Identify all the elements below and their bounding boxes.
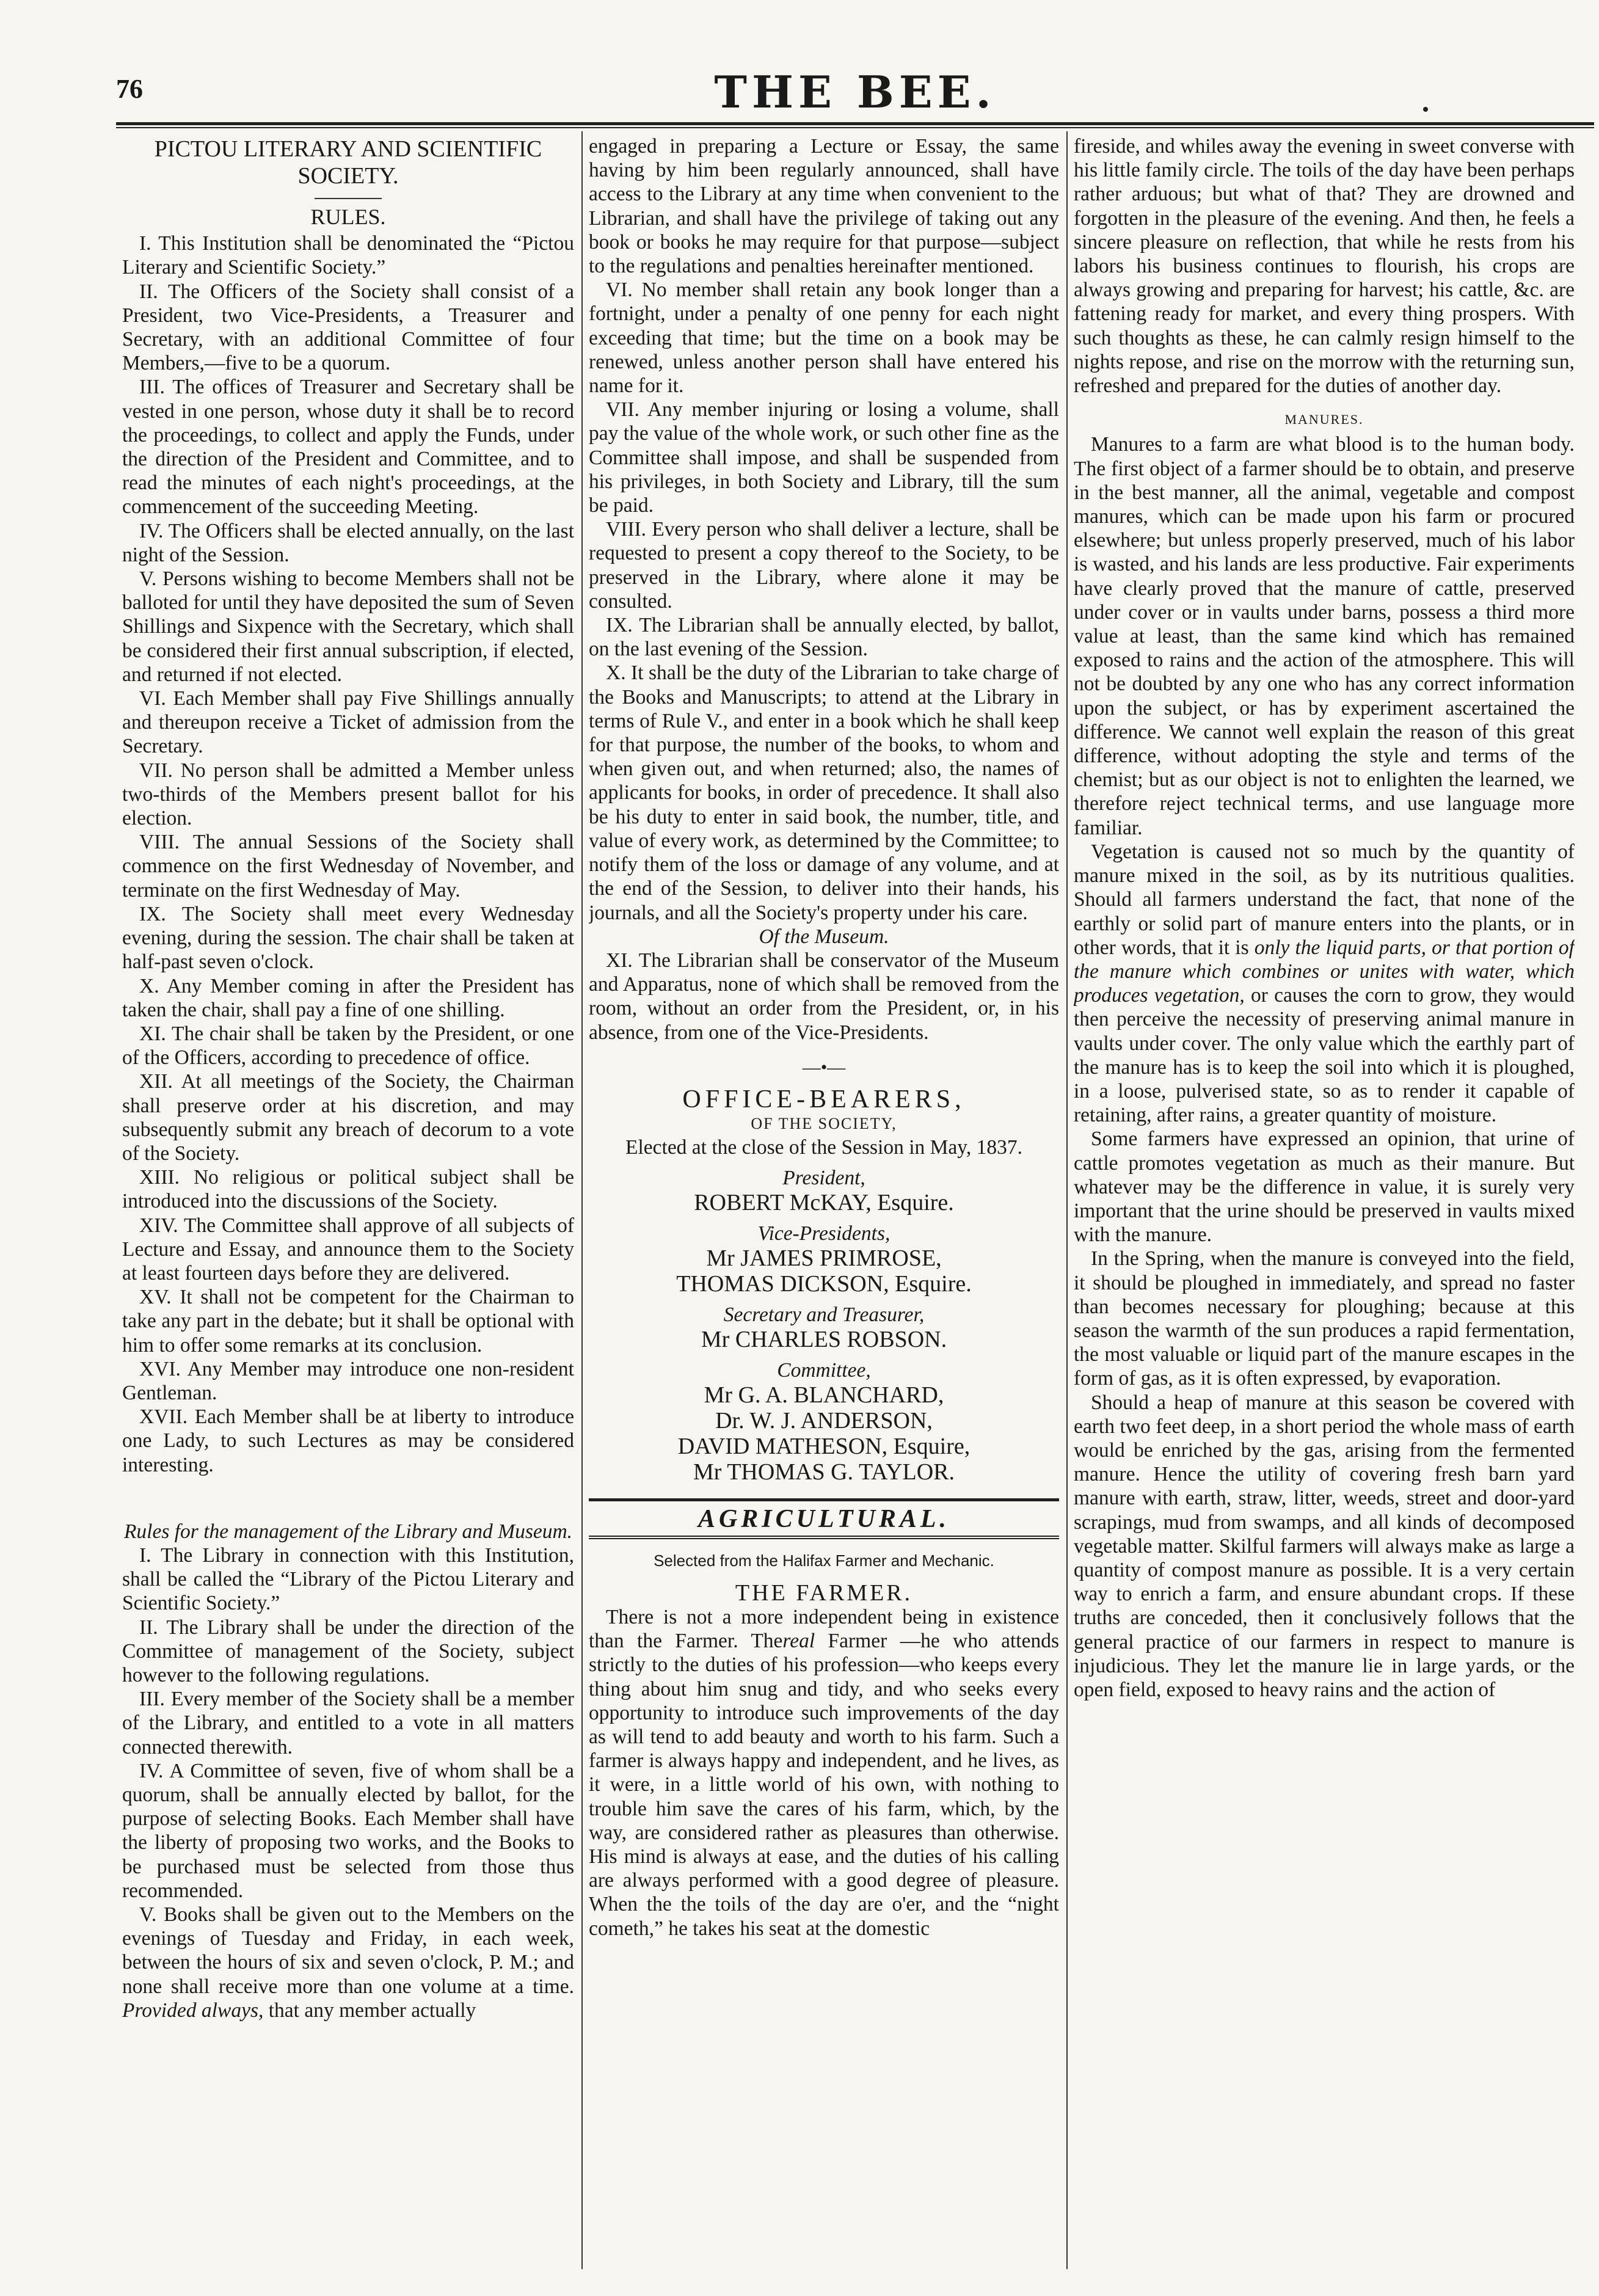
column-2 bbox=[589, 134, 1059, 2266]
manures-text-start: Vegetation is caused not so much by the quantity of manure mixed in the soil, as by its nutritious qualities. Should all farmers understand the fact, that none of the earthly or solid part of manure enters into the plants, or in other words, that it is bbox=[1074, 840, 1575, 959]
library-rule-v-text: V. Books shall be given out to the Members on the evenings of Tuesday and Friday, in each week, between the hours of six and seven o'clock, P. M.; and none shall receive more than one volume at a time. bbox=[122, 1903, 574, 1998]
office-bearers-elected: Elected at the close of the Session in May, 1837. bbox=[625, 1136, 1022, 1159]
rule-paragraph: XVI. Any Member may introduce one non-resident Gentleman. bbox=[122, 1357, 574, 1404]
italic-word: real bbox=[782, 1630, 815, 1653]
page-number: 76 bbox=[116, 74, 143, 104]
office-bearers-title: OFFICE-BEARERS, bbox=[682, 1085, 966, 1113]
committee-label: Committee, bbox=[777, 1359, 871, 1382]
masthead-title: THE BEE. bbox=[714, 66, 996, 118]
library-rule-paragraph: IX. The Librarian shall be annually elected, by ballot, on the last evening of the Session. bbox=[589, 614, 1059, 661]
farmer-paragraph bbox=[589, 1605, 1059, 1941]
president-label: President, bbox=[782, 1166, 865, 1189]
library-rule-paragraph: VII. Any member injuring or losing a volume, shall pay the value of the whole work, or such other fine as the Committee shall impose, and shall be suspended from his privileges, in both Society and Library, till the sum be paid. bbox=[589, 398, 1059, 517]
farmer-text-rest: Farmer —he who attends strictly to the duties of his profession—who keeps every thing about him snug and tidy, and who seeks every opportunity to introduce such improvements of the day as will tend to add beauty and worth to his farm. Such a farmer is always happy and independent, and he lives, as it were, in a little world of his own, with nothing to trouble him save the cares of his farm, which, by the way, are considered rather as pleasures than otherwise. His mind is always at ease, and the duties of his calling are always performed with a good degree of pleasure. When the the toils of the day are o'er, and the “night cometh,” he takes his seat at the domestic bbox=[589, 1630, 1059, 1940]
italic-phrase: only the liquid parts, or that portion of the manure which combines or unites with water, which produces vegetation, bbox=[1074, 936, 1575, 1007]
vice-president-name: THOMAS DICKSON, Esquire. bbox=[676, 1270, 972, 1297]
agricultural-heading: AGRICULTURAL. bbox=[698, 1505, 950, 1534]
source-credit: Selected from the Halifax Farmer and Mechanic. bbox=[654, 1551, 994, 1570]
column-1 bbox=[122, 134, 574, 2266]
rule-paragraph: IX. The Society shall meet every Wednesday evening, during the session. The chair shall be taken at half-past seven o'clock. bbox=[122, 902, 574, 974]
library-rule-paragraph: IV. A Committee of seven, five of whom shall be a quorum, shall be annually elected by ballot, for the purpose of selecting Books. Each Member shall have the liberty of proposing two works, and the Books to be purchased must be selected from those thus recommended. bbox=[122, 1759, 574, 1902]
rule-paragraph: XIII. No religious or political subject shall be introduced into the discussions of the Society. bbox=[122, 1166, 574, 1213]
rule-paragraph: X. Any Member coming in after the President has taken the chair, shall pay a fine of one shilling. bbox=[122, 974, 574, 1021]
farmer-text-start: There is not a more independent being in existence than the Farmer. The bbox=[589, 1605, 1059, 1653]
office-bearers-subtitle: OF THE SOCIETY, bbox=[751, 1115, 897, 1133]
library-rule-paragraph: VI. No member shall retain any book longer than a fortnight, under a penalty of one penny for each night exceeding that time; but the time on a book may be renewed, unless another person shall have entered his name for it. bbox=[589, 279, 1059, 398]
rule-paragraph: XIV. The Committee shall approve of all subjects of Lecture and Essay, and announce them to the Society at least fourteen days before they are delivered. bbox=[122, 1214, 574, 1285]
rules-heading: RULES. bbox=[310, 205, 386, 229]
manures-heading: MANURES. bbox=[1284, 412, 1364, 428]
secretary-name: Mr CHARLES ROBSON. bbox=[701, 1327, 947, 1353]
ornament-divider: —•— bbox=[802, 1057, 846, 1077]
manures-paragraph: Some farmers have expressed an opinion, that urine of cattle promotes vegetation as much as their manure. But whatever may be the difference in value, it is surely very important that the urine should be preserved in vaults mixed with the manure. bbox=[1074, 1128, 1575, 1247]
rule-paragraph: VIII. The annual Sessions of the Society shall commence on the first Wednesday of November, and terminate on the first Wednesday of May. bbox=[122, 831, 574, 902]
library-rule-paragraph: I. The Library in connection with this Institution, shall be called the “Library of the Pictou Literary and Scientific Society.” bbox=[122, 1543, 574, 1615]
farmer-continued-paragraph: fireside, and whiles away the evening in sweet converse with his little family circle. The toils of the day have been perhaps rather arduous; but what of that? They are drowned and forgotten in the pleasure of the evening. And then, he feels a sincere pleasure on reflection, that while he rests from his labors his business continues to flourish, his crops are always growing and preparing for harvest; his cattle, &c. are fattening ready for market, and every thing prospers. With such thoughts as these, he can calmly resign himself to the nights repose, and rise on the morrow with the returning sun, refreshed and prepared for the duties of another day. bbox=[1074, 135, 1575, 398]
manures-paragraph: Should a heap of manure at this season be covered with earth two feet deep, in a short period the whole mass of earth would be enriched by the gas, arising from the fermented manure. Hence the utility of covering fresh barn yard manure with earth, straw, litter, weeds, street and door-yard scrapings, mud from swamps, and all kinds of decomposed vegetable matter. Skilful farmers will always make as large a quantity of compost manure as possible. It is a very certain way to enrich a farm, and ensure abundant crops. If these truths are conceded, then it conclusively follows that the general practice of our farmers in respect to manure is injudicious. They let the manure lie in large yards, or the open field, exposed to heavy rains and the action of bbox=[1074, 1391, 1575, 1701]
museum-rule-paragraph: XI. The Librarian shall be conservator of the Museum and Apparatus, none of which shall be removed from the room, without an order from the President, or, in his absence, from one of the Vice-Presidents. bbox=[589, 949, 1059, 1044]
manures-paragraph: In the Spring, when the manure is conveyed into the field, it should be ploughed in immediately, and spread no faster than becomes necessary for ploughing; because at this season the warmth of the sun produces a rapid fermentation, the most valuable or liquid part of the manure escapes in the form of gas, as it is often expressed, by evaporation. bbox=[1074, 1247, 1575, 1390]
museum-heading: Of the Museum. bbox=[759, 925, 889, 948]
committee-member: Mr THOMAS G. TAYLOR. bbox=[693, 1459, 955, 1485]
rule-paragraph: V. Persons wishing to become Members shall not be balloted for until they have deposited the sum of Seven Shillings and Sixpence with the Secretary, which shall be considered their first annual subscription, if elected, and returned if not elected. bbox=[122, 567, 574, 686]
library-rule-paragraph: VIII. Every person who shall deliver a lecture, shall be requested to present a copy thereof to the Society, to be preserved in the Library, where alone it may be consulted. bbox=[589, 518, 1059, 613]
committee-member: Mr G. A. BLANCHARD, bbox=[704, 1382, 944, 1409]
rule-paragraph: XVII. Each Member shall be at liberty to introduce one Lady, to such Lectures as may be considered interesting. bbox=[122, 1405, 574, 1476]
manures-paragraph bbox=[1074, 840, 1575, 1127]
library-rules-heading: Rules for the management of the Library and Museum. bbox=[123, 1520, 573, 1543]
rule-paragraph: XV. It shall not be competent for the Chairman to take any part in the debate; but it shall be optional with him to offer some remarks at its conclusion. bbox=[122, 1286, 574, 1357]
president-name: ROBERT McKAY, Esquire. bbox=[694, 1189, 954, 1215]
library-rule-paragraph: II. The Library shall be under the direction of the Committee of management of the Society, subject however to the following regulations. bbox=[122, 1616, 574, 1686]
library-rule-v-end: that any member actually bbox=[268, 1999, 476, 2022]
library-rule-paragraph: III. Every member of the Society shall be a member of the Library, and entitled to a vote in all matters connected therewith. bbox=[122, 1688, 574, 1758]
manures-paragraph: Manures to a farm are what blood is to the human body. The first object of a farmer should be to obtain, and preserve in the best manner, all the animal, vegetable and compost manures, which can be made upon his farm or procured elsewhere; but unless properly preserved, much of his labor is wasted, and his lands are less productive. Fair experiments have clearly proved that the manure of cattle, preserved under cover or in vaults under barns, possess a third more value at least, than the same kind which has remained exposed to rains and the action of the atmosphere. This will not be doubted by any one who has any correct information upon the subject, or has by experiment ascertained the difference. We cannot well explain the reason of this great difference, without adopting the style and terms of the chemist; but as our object is not to enlighten the learned, we therefore reject technical terms, and use language more familiar. bbox=[1074, 433, 1575, 839]
vice-presidents-label: Vice-Presidents, bbox=[757, 1222, 891, 1245]
rule-paragraph: II. The Officers of the Society shall consist of a President, two Vice-Presidents, a Treasurer and Secretary, with an additional Committee of four Members,—five to be a quorum. bbox=[122, 280, 574, 375]
rule-paragraph: VII. No person shall be admitted a Member unless two-thirds of the Members present ballot for his election. bbox=[122, 759, 574, 830]
library-rule-paragraph: X. It shall be the duty of the Librarian to take charge of the Books and Manuscripts; to attend at the Library in terms of Rule V., and enter in a book which he shall keep for that purpose, the number of the books, to whom and when given out, and when returned; also, the names of applicants for books, in order of precedence. It shall also be his duty to enter in said book, the number, title, and value of every work, as determined by the Committee; to notify them of the loss or damage of any volume, and at the end of the Session, to deliver into their hands, his journals, and all the Society's property under his care. bbox=[589, 661, 1059, 924]
header-rule bbox=[116, 122, 1594, 125]
society-title: PICTOU LITERARY AND SCIENTIFIC SOCIETY. bbox=[154, 136, 542, 189]
committee-member: Dr. W. J. ANDERSON, bbox=[715, 1408, 933, 1434]
column-divider bbox=[1066, 131, 1068, 2269]
column-3 bbox=[1074, 134, 1575, 2266]
italic-phrase: Provided always, bbox=[122, 1999, 264, 2022]
manures-text-rest: or causes the corn to grow, they would then perceive the necessity of preserving animal manure in vaults under cover. The only value which the earthly part of the manure has is to keep the soil into which it is ploughed, in a loose, pulverised state, so as to render it capable of retaining, after rains, a greater quantity of moisture. bbox=[1074, 984, 1575, 1127]
short-rule bbox=[315, 198, 382, 199]
vice-president-name: Mr JAMES PRIMROSE, bbox=[706, 1245, 942, 1271]
rule-paragraph: XII. At all meetings of the Society, the Chairman shall preserve order at his discretion, and may subsequently submit any breach of decorum to a vote of the Society. bbox=[122, 1070, 574, 1165]
rule-paragraph: XI. The chair shall be taken by the President, or one of the Officers, according to precedence of office. bbox=[122, 1022, 574, 1070]
library-rule-paragraph bbox=[122, 1903, 574, 2022]
continued-paragraph: engaged in preparing a Lecture or Essay, the same having by him been regularly announced, shall have access to the Library at any time when convenient to the Librarian, and shall have the privilege of taking out any book or books he may require for that purpose—subject to the regulations and penalties hereinafter mentioned. bbox=[589, 135, 1059, 278]
rule-paragraph: I. This Institution shall be denominated the “Pictou Literary and Scientific Society.” bbox=[122, 232, 574, 279]
secretary-label: Secretary and Treasurer, bbox=[723, 1303, 925, 1326]
rule-paragraph: III. The offices of Treasurer and Secretary shall be vested in one person, whose duty it shall be to record the proceedings, to collect and apply the Funds, under the direction of the President and Committee, and to read the minutes of each night's proceedings, at the commencement of the succeeding Meeting. bbox=[122, 376, 574, 519]
ink-dot bbox=[1423, 107, 1428, 112]
column-divider bbox=[581, 131, 583, 2269]
rule-paragraph: VI. Each Member shall pay Five Shillings annually and thereupon receive a Ticket of admission from the Secretary. bbox=[122, 687, 574, 758]
section-rule bbox=[589, 1538, 1059, 1539]
committee-member: DAVID MATHESON, Esquire, bbox=[677, 1434, 971, 1460]
rule-paragraph: IV. The Officers shall be elected annually, on the last night of the Session. bbox=[122, 519, 574, 566]
section-header-box bbox=[589, 1498, 1059, 1536]
farmer-article-title: THE FARMER. bbox=[735, 1580, 913, 1606]
header-rule-thin bbox=[116, 127, 1594, 128]
